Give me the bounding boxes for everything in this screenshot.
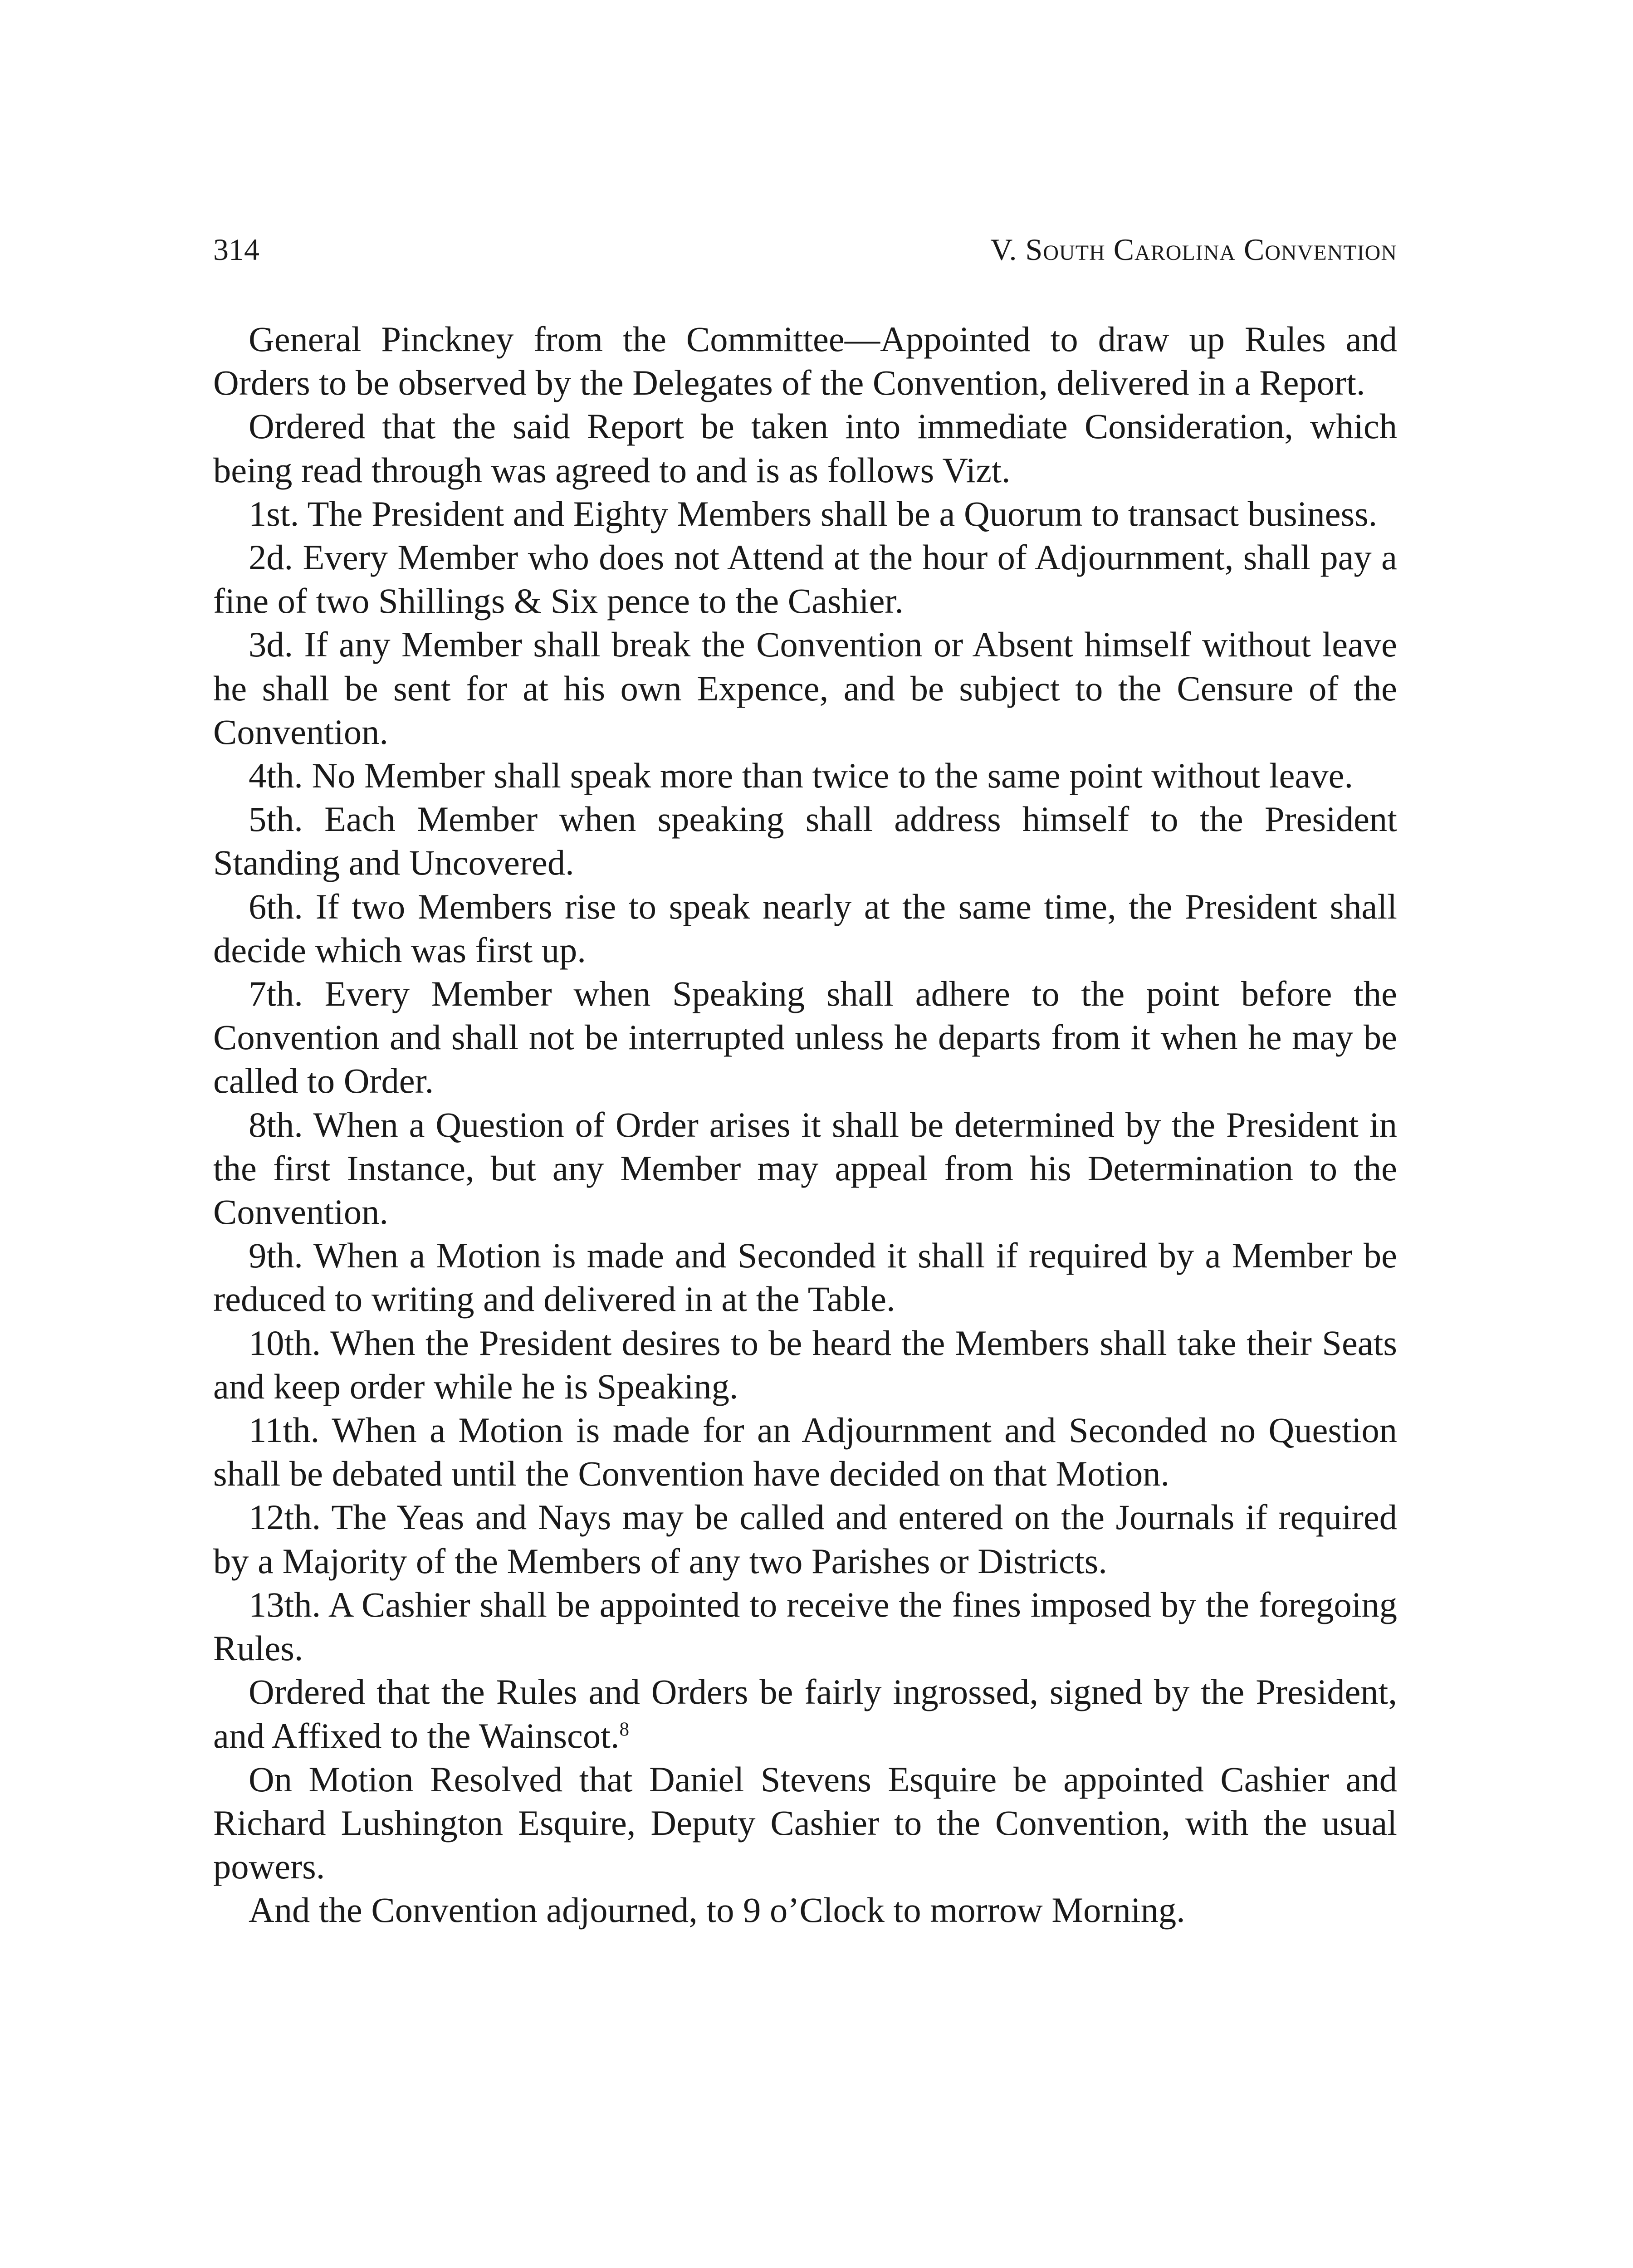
rule-7: 7th. Every Member when Speaking shall adhere to the point before the Convention and shall not be interrupted unless he departs from it when he may be called to Order. bbox=[213, 974, 1397, 1101]
rule-10: 10th. When the President desires to be heard the Members shall take their Seats and keep order while he is Speaking. bbox=[213, 1323, 1397, 1406]
footnote-reference: 8 bbox=[619, 1718, 630, 1740]
paragraph-wainscot-text: Ordered that the Rules and Orders be fairly ingrossed, signed by the President, and Affixed to the Wainscot. bbox=[213, 1672, 1397, 1755]
rule-4: 4th. No Member shall speak more than twice to the same point without leave. bbox=[249, 756, 1354, 796]
paragraph-report-ordered: Ordered that the said Report be taken into immediate Consideration, which being read through was agreed to and is as follows Vizt. bbox=[213, 406, 1397, 490]
rule-6: 6th. If two Members rise to speak nearly at the same time, the President shall decide which was first up. bbox=[213, 886, 1397, 970]
rule-11: 11th. When a Motion is made for an Adjournment and Seconded no Question shall be debated until the Convention have decided on that Motion. bbox=[213, 1410, 1397, 1494]
paragraph-cashier-resolution: On Motion Resolved that Daniel Stevens Esquire be appointed Cashier and Richard Lushington Esquire, Deputy Cashier to the Convention, with the usual powers. bbox=[213, 1759, 1397, 1887]
running-head bbox=[213, 229, 1397, 270]
page-number: 314 bbox=[213, 232, 259, 267]
rule-9: 9th. When a Motion is made and Seconded it shall if required by a Member be reduced to writing and delivered in at the Table. bbox=[213, 1236, 1397, 1319]
rule-5: 5th. Each Member when speaking shall address himself to the President Standing and Uncovered. bbox=[213, 799, 1397, 883]
rule-3: 3d. If any Member shall break the Convention or Absent himself without leave he shall be sent for at his own Expence, and be subject to the Censure of the Convention. bbox=[213, 625, 1397, 752]
paragraph-wainscot bbox=[213, 1670, 1397, 1757]
running-title: V. South Carolina Convention bbox=[990, 232, 1397, 267]
rule-12: 12th. The Yeas and Nays may be called and entered on the Journals if required by a Majority of the Members of any two Parishes or Districts. bbox=[213, 1497, 1397, 1581]
paragraph-committee-report: General Pinckney from the Committee—Appointed to draw up Rules and Orders to be observed by the Delegates of the Convention, delivered in a Report. bbox=[213, 319, 1397, 403]
rule-8: 8th. When a Question of Order arises it shall be determined by the President in the first Instance, but any Member may appeal from his Determination to the Convention. bbox=[213, 1105, 1397, 1232]
rule-2: 2d. Every Member who does not Attend at the hour of Adjournment, shall pay a fine of two Shillings & Six pence to the Cashier. bbox=[213, 538, 1397, 621]
body-text bbox=[213, 318, 1397, 1932]
rule-13: 13th. A Cashier shall be appointed to receive the fines imposed by the foregoing Rules. bbox=[213, 1584, 1397, 1668]
rule-1: 1st. The President and Eighty Members shall be a Quorum to transact business. bbox=[249, 494, 1378, 533]
paragraph-adjournment: And the Convention adjourned, to 9 o’Clock to morrow Morning. bbox=[249, 1890, 1185, 1930]
